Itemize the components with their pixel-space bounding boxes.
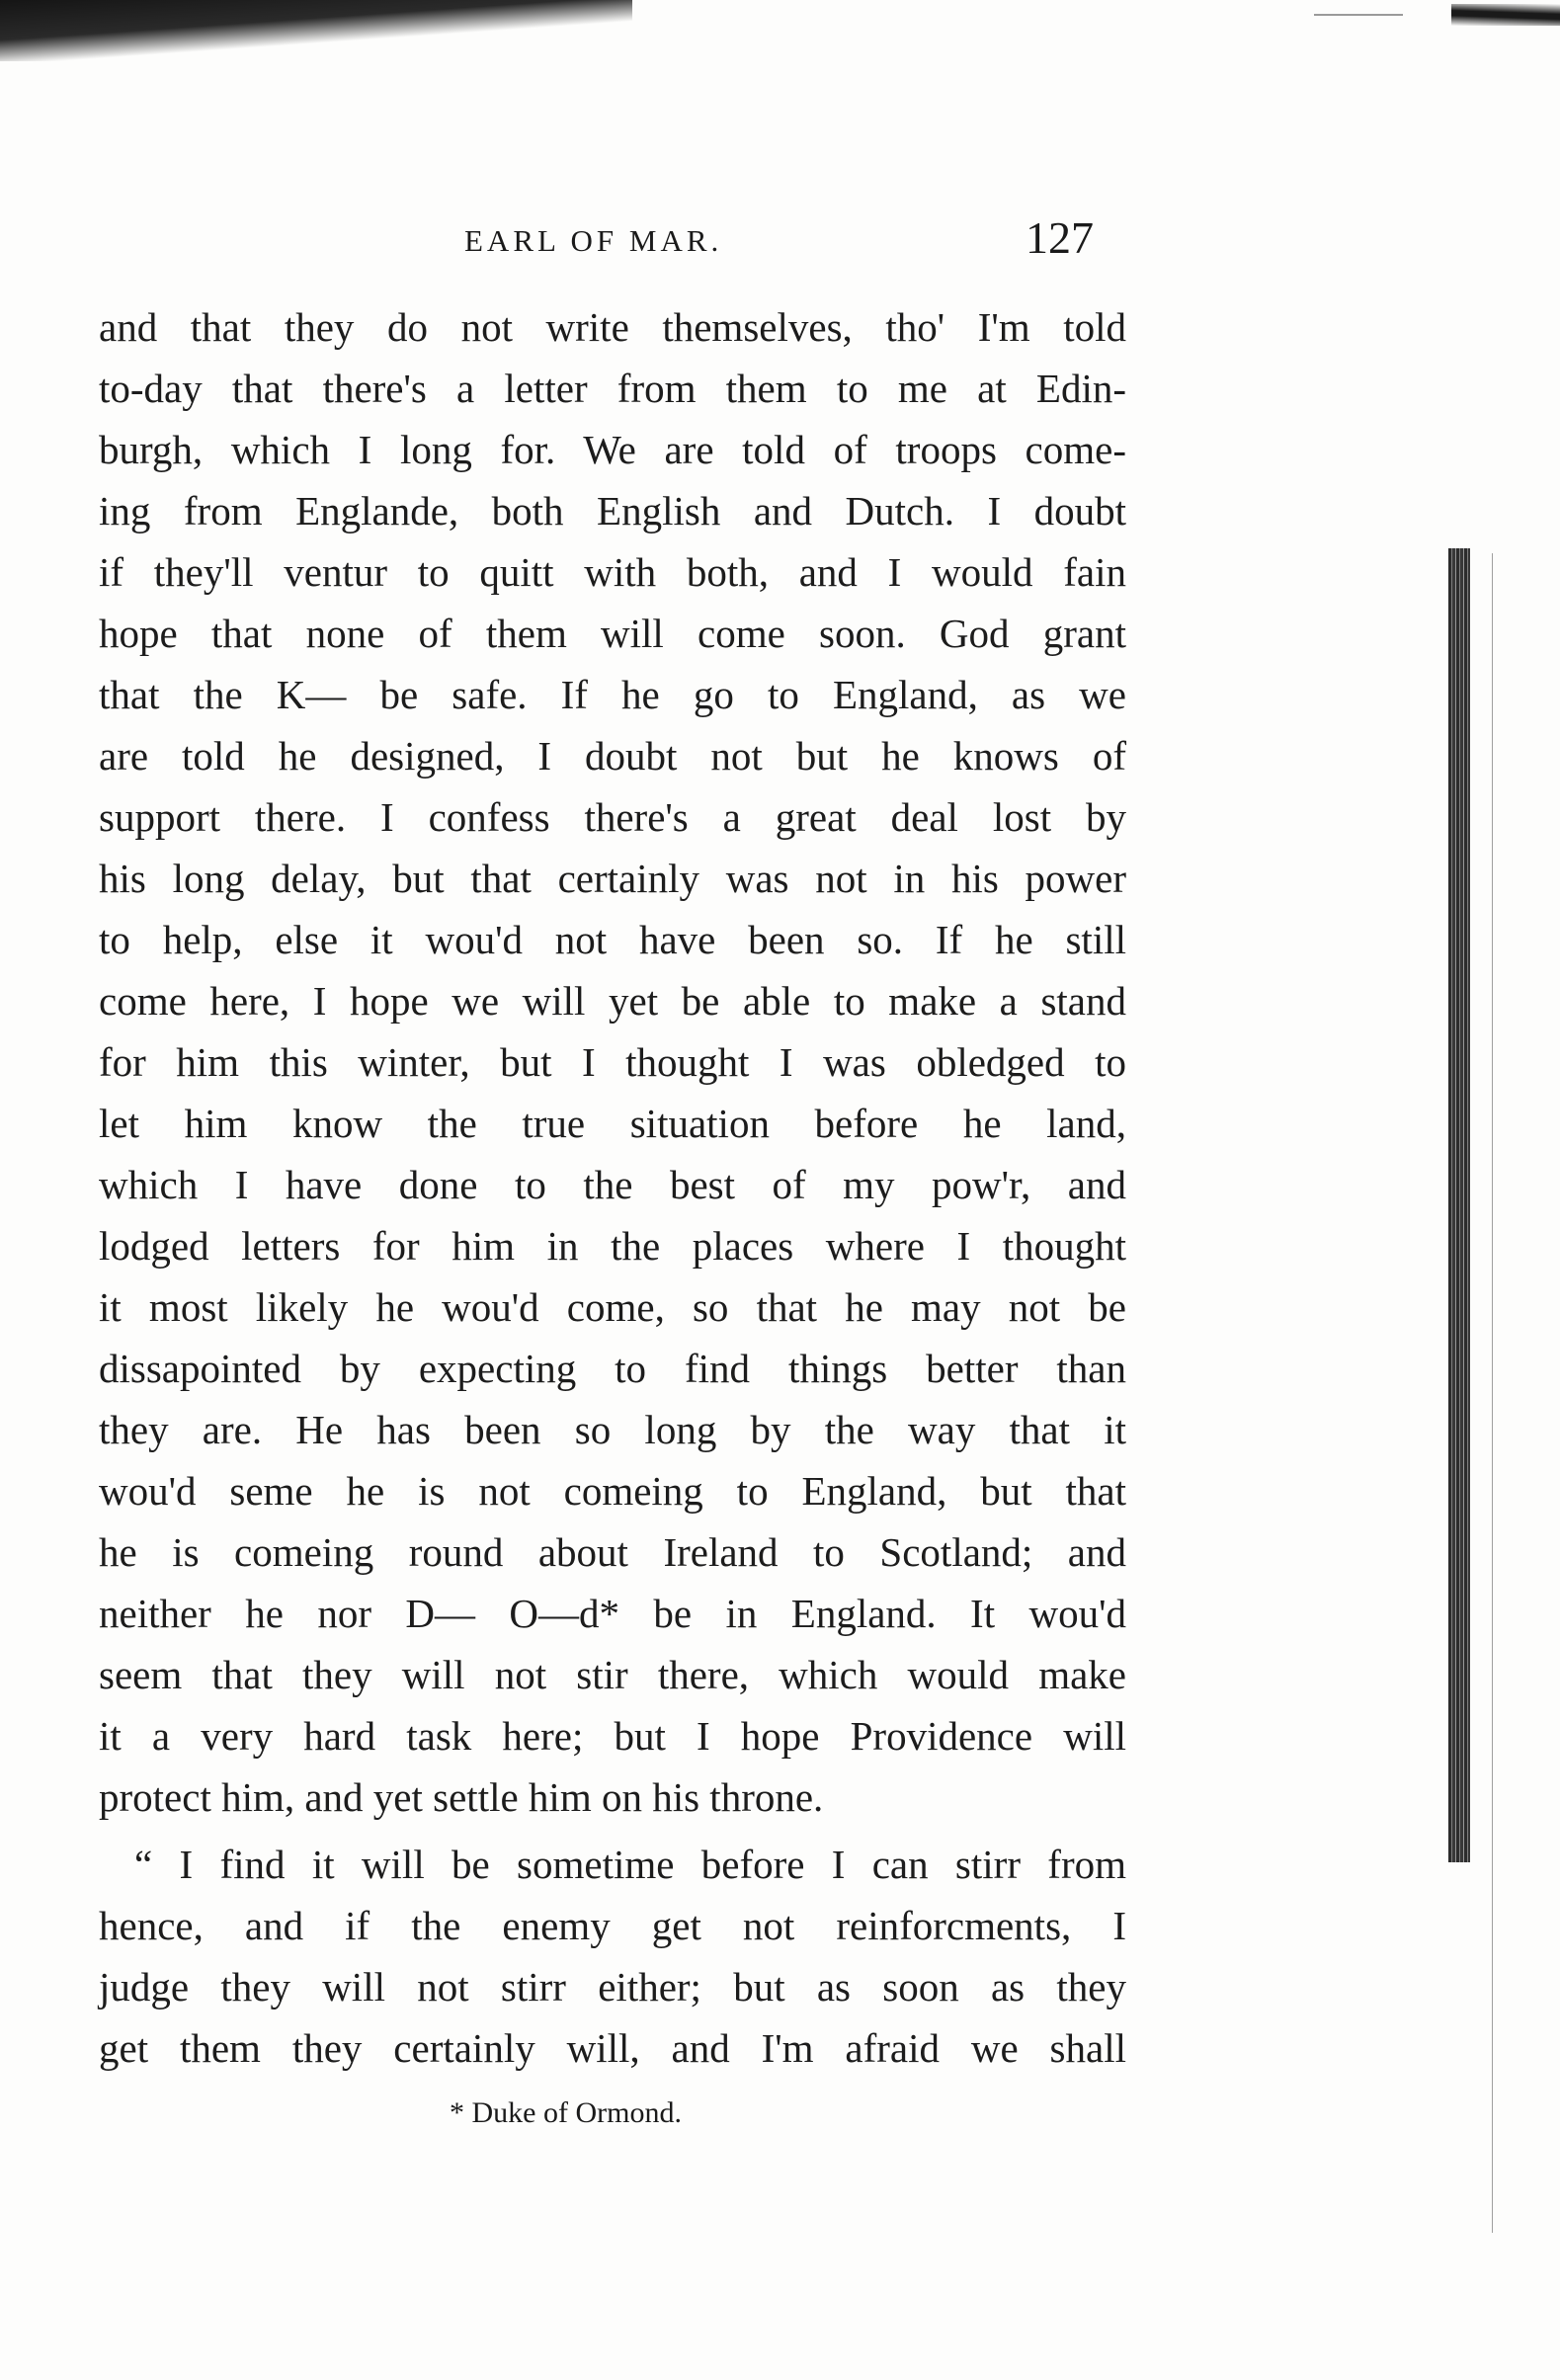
text-line: he is comeing round about Ireland to Scotland; and <box>99 1529 1126 1575</box>
text-line: let him know the true situation before he land, <box>99 1101 1126 1146</box>
paragraph-1 <box>99 296 1126 1828</box>
running-head: EARL OF MAR. <box>464 223 723 258</box>
text-line: which I have done to the best of my pow'r, and <box>99 1162 1126 1207</box>
text-line: that the K— be safe. If he go to England, as we <box>99 672 1126 717</box>
text-line: wou'd seme he is not comeing to England, but that <box>99 1468 1126 1514</box>
text-line: burgh, which I long for. We are told of troops come- <box>99 427 1126 472</box>
text-line: dissapointed by expecting to find things better than <box>99 1346 1126 1391</box>
page-number: 127 <box>1026 212 1094 263</box>
scan-line-top-right <box>1314 14 1403 16</box>
text-line: they are. He has been so long by the way that it <box>99 1407 1126 1452</box>
scan-binding-edge <box>1448 548 1470 1862</box>
footnote: * Duke of Ormond. <box>450 2096 682 2129</box>
text-line: for him this winter, but I thought I was obledged to <box>99 1039 1126 1085</box>
text-line: protect him, and yet settle him on his throne. <box>99 1774 824 1820</box>
text-line: and that they do not write themselves, tho' I'm told <box>99 304 1126 350</box>
scan-shadow-top-right <box>1451 4 1560 26</box>
scan-shadow-top-left <box>0 0 632 61</box>
text-line: if they'll ventur to quitt with both, and I would fain <box>99 549 1126 595</box>
scan-edge-line <box>1492 553 1493 2233</box>
text-line: ing from Englande, both English and Dutch. I doubt <box>99 488 1126 533</box>
text-line: neither he nor D— O—d* be in England. It wou'd <box>99 1591 1126 1636</box>
text-line: seem that they will not stir there, which would make <box>99 1652 1126 1697</box>
text-line: get them they certainly will, and I'm afraid we shall <box>99 2025 1126 2071</box>
text-line: it most likely he wou'd come, so that he may not be <box>99 1284 1126 1330</box>
text-line: are told he designed, I doubt not but he knows of <box>99 733 1126 779</box>
text-line: to help, else it wou'd not have been so. If he still <box>99 917 1126 962</box>
text-line: judge they will not stirr either; but as soon as they <box>99 1964 1126 2010</box>
text-line: come here, I hope we will yet be able to make a stand <box>99 978 1126 1024</box>
text-line: his long delay, but that certainly was not in his power <box>99 856 1126 901</box>
text-line: hence, and if the enemy get not reinforcments, I <box>99 1903 1126 1948</box>
body-text <box>99 296 1126 2079</box>
text-line: lodged letters for him in the places where I thought <box>99 1223 1126 1269</box>
text-line: support there. I confess there's a great deal lost by <box>99 794 1126 840</box>
text-line: it a very hard task here; but I hope Providence will <box>99 1713 1126 1759</box>
text-line: to-day that there's a letter from them to me at Edin- <box>99 366 1126 411</box>
text-line: hope that none of them will come soon. God grant <box>99 611 1126 656</box>
paragraph-2 <box>99 1834 1126 2079</box>
text-line: “ I find it will be sometime before I can stirr from <box>134 1842 1126 1887</box>
